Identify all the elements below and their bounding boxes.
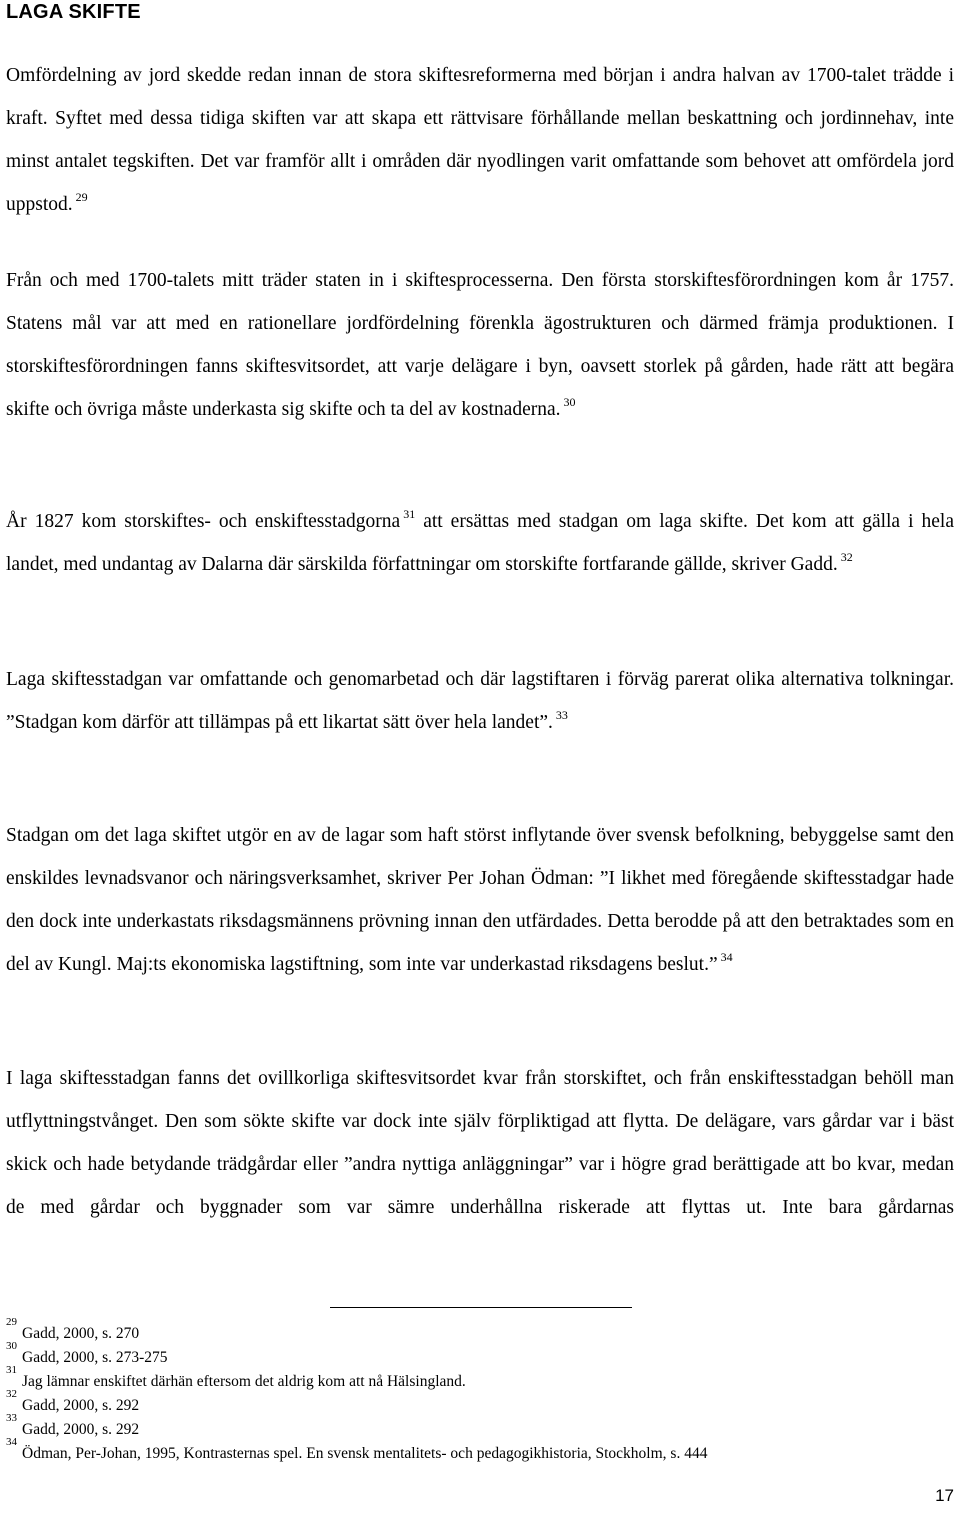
footnote-number: 34 — [6, 1436, 17, 1448]
paragraph-1 — [6, 54, 954, 226]
footnote-number: 31 — [6, 1364, 17, 1376]
section-heading: LAGA SKIFTE — [6, 1, 141, 23]
footnote-ref-33[interactable]: 33 — [555, 708, 568, 722]
paragraph-3-text-a: År 1827 kom storskiftes- och enskiftesstadgorna — [6, 511, 401, 532]
footnote-number: 30 — [6, 1340, 17, 1352]
footnote-ref-29[interactable]: 29 — [75, 190, 88, 204]
footnote-29 — [6, 1316, 954, 1346]
footnote-text: Ödman, Per-Johan, 1995, Kontrasternas spel. En svensk mentalitets- och pedagogikhistoria, Stockholm, s. 444 — [22, 1445, 708, 1462]
footnote-ref-34[interactable]: 34 — [720, 950, 733, 964]
footnote-text: Gadd, 2000, s. 292 — [22, 1421, 140, 1438]
footnote-31 — [6, 1364, 954, 1394]
footnote-30 — [6, 1340, 954, 1370]
footnote-32 — [6, 1388, 954, 1418]
footnote-text: Jag lämnar enskiftet därhän eftersom det aldrig kom att nå Hälsingland. — [22, 1373, 466, 1390]
footnote-separator — [330, 1307, 632, 1308]
footnote-33 — [6, 1412, 954, 1442]
footnotes — [6, 1316, 954, 1466]
footnote-text: Gadd, 2000, s. 273-275 — [22, 1349, 168, 1366]
footnote-number: 32 — [6, 1388, 17, 1400]
paragraph-6-text: I laga skiftesstadgan fanns det ovillkorliga skiftesvitsordet kvar från storskiftet, och från enskiftesstadgan behöll man utflyttningstvånget. Den som sökte skifte var dock inte själv förpliktigad att flytta. De delägare, vars gårdar var i bäst skick och hade betydande trädgårdar eller ”andra nyttiga anläggningar” var i högre grad berättigade att bo kvar, medan de med gårdar och byggnader som var sämre underhållna riskerade att flyttas ut. Inte bara gårdarnas — [6, 1068, 954, 1218]
paragraph-4 — [6, 658, 954, 744]
page-number: 17 — [935, 1486, 954, 1505]
footnote-ref-30[interactable]: 30 — [563, 395, 576, 409]
paragraph-2 — [6, 259, 954, 431]
paragraph-1-text: Omfördelning av jord skedde redan innan de stora skiftesreformerna med början i andra halvan av 1700-talet trädde i kraft. Syftet med dessa tidiga skiften var att skapa ett rättvisare förhållande mellan beskattning och jordinnehav, inte minst antalet tegskiften. Det var framför allt i områden där nyodlingen varit omfattande som behovet att omfördela jord uppstod. — [6, 65, 954, 215]
paragraph-3 — [6, 500, 954, 586]
paragraph-5 — [6, 814, 954, 986]
footnote-number: 29 — [6, 1316, 17, 1328]
footnote-ref-32[interactable]: 32 — [840, 550, 853, 564]
footnote-text: Gadd, 2000, s. 270 — [22, 1325, 140, 1342]
paragraph-6 — [6, 1057, 954, 1229]
paragraph-2-text: Från och med 1700-talets mitt träder staten in i skiftesprocesserna. Den första storskiftesförordningen kom år 1757. Statens mål var att med en rationellare jordfördelning förenkla ägostrukturen och därmed främja produktionen. I storskiftesförordningen fanns skiftesvitsordet, att varje delägare i byn, oavsett storlek på gården, hade rätt att begära skifte och övriga måste underkasta sig skifte och ta del av kostnaderna. — [6, 270, 954, 420]
paragraph-4-text: Laga skiftesstadgan var omfattande och genomarbetad och där lagstiftaren i förväg parerat olika alternativa tolkningar. ”Stadgan kom därför att tillämpas på ett likartat sätt över hela landet”. — [6, 669, 954, 733]
footnote-ref-31[interactable]: 31 — [403, 507, 416, 521]
footnote-text: Gadd, 2000, s. 292 — [22, 1397, 140, 1414]
footnote-number: 33 — [6, 1412, 17, 1424]
paragraph-3-text-b: att ersättas med stadgan om laga skifte. Det kom att gälla i hela landet, med undantag av Dalarna där särskilda författningar om storskifte fortfarande gällde, skriver Gadd. — [6, 511, 954, 575]
footnote-34 — [6, 1436, 954, 1466]
paragraph-5-text: Stadgan om det laga skiftet utgör en av de lagar som haft störst inflytande över svensk befolkning, bebyggelse samt den enskildes levnadsvanor och näringsverksamhet, skriver Per Johan Ödman: ”I likhet med föregående skiftesstadgar hade den dock inte underkastats riksdagsmännens prövning innan den utfärdades. Detta berodde på att den betraktades som en del av Kungl. Maj:ts ekonomiska lagstiftning, som inte var underkastad riksdagens beslut.” — [6, 825, 954, 975]
